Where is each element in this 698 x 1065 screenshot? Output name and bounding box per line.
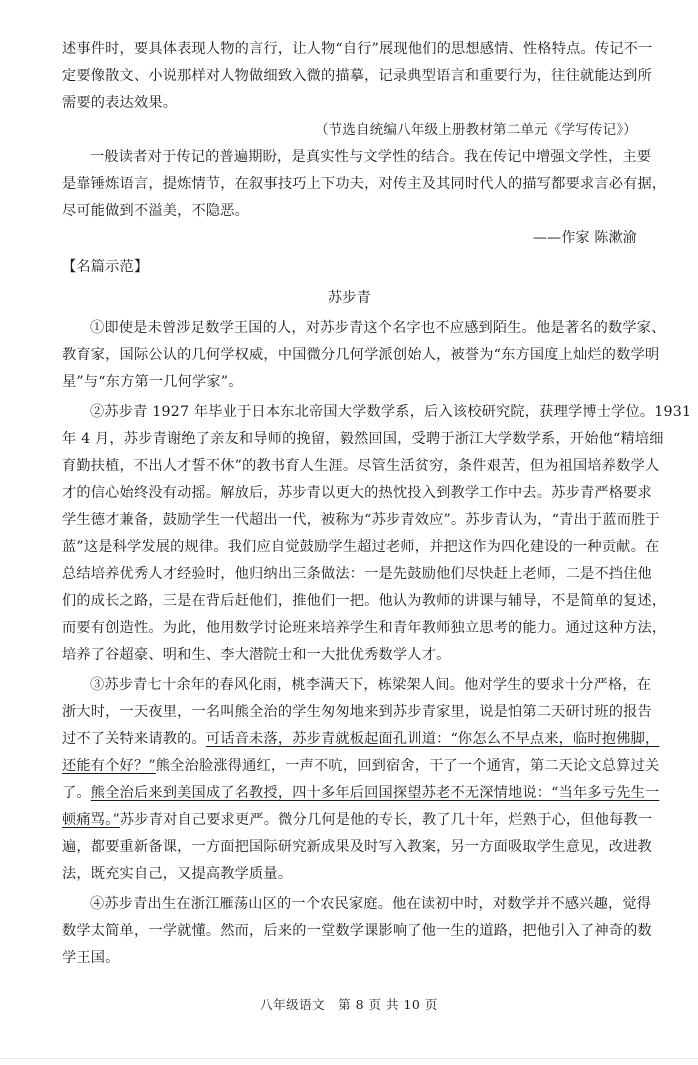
- underlined-sentence: 还能有个好？”: [62, 758, 156, 774]
- quote-line: 一般读者对于传记的普遍期盼，是真实性与文学性的结合。我在传记中增强文学性，主要: [90, 149, 652, 165]
- paragraph-4: [62, 891, 652, 972]
- article-title: 苏步青: [327, 290, 372, 306]
- document-page: [62, 36, 692, 972]
- quote-line: 尽可能做到不溢美，不隐恶。: [62, 203, 250, 219]
- paragraph-line: ③苏步青七十余年的春风化雨，桃李满天下，栋梁架人间。他对学生的要求十分严格，在: [90, 677, 652, 693]
- paragraph-line: 们的成长之路，三是在背后赶他们，推他们一把。他认为教师的讲课与辅导，不是简单的复述，: [62, 593, 667, 609]
- intro-line: 述事件时，要具体表现人物的言行，让人物“自行”展现他们的思想感情、性格特点。传记不一: [62, 41, 653, 57]
- paragraph-line: 浙大时，一天夜里，一名叫熊全治的学生匆匆地来到苏步青家里，说是怕第二天研讨班的报告: [62, 704, 652, 720]
- paragraph-line: [62, 753, 660, 780]
- paragraph-line: 才的信心始终没有动摇。解放后，苏步青以更大的热忱投入到教学工作中去。苏步青严格要求: [62, 485, 652, 501]
- paragraph-line: [62, 726, 660, 753]
- paragraph-line: 星”与“东方第一几何学家”。: [62, 374, 243, 390]
- underlined-sentence: 可话音未落，苏步青就板起面孔训道：“你怎么不早点来，临时抱佛脚，: [205, 731, 660, 747]
- intro-line: 需要的表达效果。: [62, 95, 178, 111]
- section-title: 【名篇示范】: [62, 259, 149, 275]
- paragraph-line: 总结培养优秀人才经验时，他归纳出三条做法：一是先鼓励他们尽快赶上老师，二是不挡住他: [62, 566, 652, 582]
- paragraph-line: ②苏步青 1927 年毕业于日本东北帝国大学数学系，后入该校研究院，获理学博士学位。1931: [90, 404, 692, 420]
- paragraph-line: [62, 780, 660, 807]
- intro-paragraph: [62, 36, 653, 144]
- plain-text: 过不了关特来请教的。: [62, 731, 206, 747]
- paragraph-1: [62, 315, 666, 396]
- paragraph-line: 数学太简单，一学就懂。然而，后来的一堂数学课影响了他一生的道路，把他引入了神奇的数: [62, 923, 652, 939]
- plain-text: 熊全治脸涨得通红，一声不吭，回到宿舍，干了一个通宵，第二天论文总算过关: [155, 758, 660, 774]
- paragraph-line: 而要有创造性。为此，他用数学讨论班来培养学生和青年教师独立思考的能力。通过这种方法，: [62, 620, 667, 636]
- paragraph-3: [62, 672, 660, 888]
- paragraph-line: 育勤扶植，不出人才誓不休”的教书育人生涯。尽管生活贫穷，条件艰苦，但为祖国培养数学人: [62, 458, 660, 474]
- paragraph-2: [62, 399, 692, 669]
- quote-line: 是靠锤炼语言，提炼情节，在叙事技巧上下功夫，对传主及其同时代人的描写都要求言必有据，: [62, 176, 667, 192]
- paragraph-line: 法，既充实自己，又提高教学质量。: [62, 866, 293, 882]
- paragraph-line: 年 4 月，苏步青谢绝了亲友和导师的挽留，毅然回国，受聘于浙江大学数学系，开始他“精培细: [62, 431, 664, 447]
- underlined-sentence: 熊全治后来到美国成了名教授，四十多年后回国探望苏老不无深情地说：“当年多亏先生一: [90, 785, 660, 801]
- paragraph-line: 学王国。: [62, 950, 120, 966]
- page-footer: 八年级语文 第 8 页 共 10 页: [260, 997, 438, 1012]
- paragraph-line: 培养了谷超豪、明和生、李大潜院士和一大批优秀数学人才。: [62, 647, 451, 663]
- plain-text: 了。: [62, 785, 91, 801]
- quote-signature: ——作家 陈漱渝: [532, 230, 637, 246]
- underlined-sentence: 顿痛骂。”: [62, 812, 120, 828]
- paragraph-line: 学生德才兼备，鼓励学生一代超出一代，被称为“苏步青效应”。苏步青认为，“青出于蓝而胜于: [62, 512, 660, 528]
- paragraph-line: ④苏步青出生在浙江雁荡山区的一个农民家庭。他在读初中时，对数学并不感兴趣，觉得: [90, 896, 652, 912]
- paragraph-line: 蓝”这是科学发展的规律。我们应自觉鼓励学生超过老师，并把这作为四化建设的一种贡献。在: [62, 539, 660, 555]
- paragraph-line: 教育家，国际公认的几何学权威，中国微分几何学派创始人，被誉为“东方国度上灿烂的数学明: [62, 347, 660, 363]
- paragraph-line: 遍，都要重新备课，一方面把国际研究新成果及时写入教案，另一方面吸取学生意见，改进教: [62, 839, 652, 855]
- intro-line: 定要像散文、小说那样对人物做细致入微的描摹，记录典型语言和重要行为，往往就能达到所: [62, 68, 652, 84]
- intro-source: （节选自统编八年级上册教材第二单元《学写传记》）: [314, 122, 637, 138]
- quote-paragraph: [62, 144, 667, 252]
- bottom-divider: [0, 1058, 698, 1059]
- plain-text: 苏步青对自己要求更严。微分几何是他的专长，教了几十年，烂熟于心，但他每教一: [119, 812, 653, 828]
- paragraph-line: ①即使是未曾涉足数学王国的人，对苏步青这个名字也不应感到陌生。他是著名的数学家、: [90, 320, 666, 336]
- paragraph-line: [62, 807, 653, 834]
